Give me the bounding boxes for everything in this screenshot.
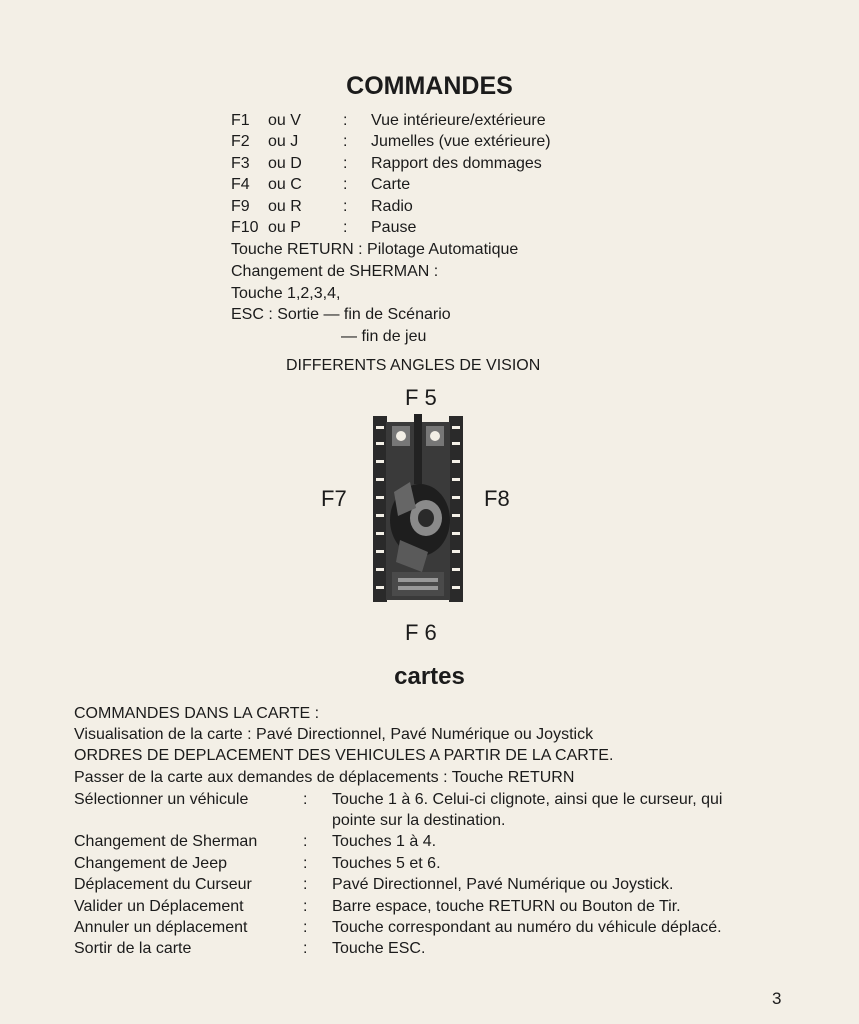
- view-label-f7: F7: [321, 486, 347, 511]
- map-command-separator: :: [303, 940, 308, 957]
- esc-exit-line-2: — fin de jeu: [341, 328, 427, 345]
- command-separator: :: [343, 176, 348, 193]
- map-command-label: Changement de Sherman: [74, 833, 258, 850]
- command-alt-key: ou C: [268, 176, 302, 193]
- command-separator: :: [343, 155, 348, 172]
- command-alt-key: ou J: [268, 133, 299, 150]
- commandes-title: COMMANDES: [346, 72, 513, 100]
- command-separator: :: [343, 112, 348, 129]
- command-description: Rapport des dommages: [371, 155, 542, 172]
- view-label-f5: F 5: [405, 385, 437, 410]
- esc-exit-line: ESC : Sortie — fin de Scénario: [231, 306, 451, 323]
- command-alt-key: ou R: [268, 198, 302, 215]
- map-command-label: Déplacement du Curseur: [74, 876, 252, 893]
- map-command-value-continued: pointe sur la destination.: [332, 812, 506, 829]
- map-command-label: Sortir de la carte: [74, 940, 192, 957]
- map-command-value: Barre espace, touche RETURN ou Bouton de Tir.: [332, 898, 681, 915]
- command-key: F9: [231, 198, 250, 215]
- command-key: F1: [231, 112, 250, 129]
- command-key: F10: [231, 219, 259, 236]
- view-label-f6: F 6: [405, 620, 437, 645]
- command-alt-key: ou D: [268, 155, 302, 172]
- command-description: Vue intérieure/extérieure: [371, 112, 546, 129]
- vehicle-orders-heading: ORDRES DE DEPLACEMENT DES VEHICULES A PARTIR DE LA CARTE.: [74, 747, 614, 764]
- command-description: Carte: [371, 176, 411, 193]
- command-separator: :: [343, 133, 348, 150]
- map-command-value: Touche correspondant au numéro du véhicule déplacé.: [332, 919, 722, 936]
- sherman-change-line: Changement de SHERMAN :: [231, 263, 439, 280]
- map-command-separator: :: [303, 876, 308, 893]
- command-alt-key: ou P: [268, 219, 301, 236]
- command-key: F4: [231, 176, 250, 193]
- map-command-value: Touche ESC.: [332, 940, 426, 957]
- map-command-label: Sélectionner un véhicule: [74, 791, 249, 808]
- map-command-value: Touche 1 à 6. Celui-ci clignote, ainsi que le curseur, qui: [332, 791, 723, 808]
- map-command-value: Pavé Directionnel, Pavé Numérique ou Joystick.: [332, 876, 674, 893]
- page-number: 3: [772, 989, 782, 1008]
- map-visualisation-line: Visualisation de la carte : Pavé Directionnel, Pavé Numérique ou Joystick: [74, 726, 594, 743]
- map-commands-heading: COMMANDES DANS LA CARTE :: [74, 705, 320, 722]
- command-separator: :: [343, 219, 348, 236]
- map-command-label: Valider un Déplacement: [74, 898, 244, 915]
- map-command-separator: :: [303, 855, 308, 872]
- command-alt-key: ou V: [268, 112, 301, 129]
- map-command-separator: :: [303, 898, 308, 915]
- command-description: Radio: [371, 198, 413, 215]
- map-command-separator: :: [303, 791, 308, 808]
- map-to-moves-line: Passer de la carte aux demandes de déplacements : Touche RETURN: [74, 769, 575, 786]
- map-command-separator: :: [303, 919, 308, 936]
- map-command-label: Changement de Jeep: [74, 855, 227, 872]
- sherman-tank-icon: [370, 412, 466, 608]
- command-key: F2: [231, 133, 250, 150]
- view-label-f8: F8: [484, 486, 510, 511]
- vision-heading: DIFFERENTS ANGLES DE VISION: [286, 357, 541, 374]
- map-command-value: Touches 5 et 6.: [332, 855, 441, 872]
- touche-keys-line: Touche 1,2,3,4,: [231, 285, 341, 302]
- return-autopilot-line: Touche RETURN : Pilotage Automatique: [231, 241, 519, 258]
- cartes-title: cartes: [394, 663, 465, 690]
- command-description: Jumelles (vue extérieure): [371, 133, 551, 150]
- map-command-value: Touches 1 à 4.: [332, 833, 437, 850]
- command-separator: :: [343, 198, 348, 215]
- map-command-separator: :: [303, 833, 308, 850]
- map-command-label: Annuler un déplacement: [74, 919, 248, 936]
- command-description: Pause: [371, 219, 417, 236]
- command-key: F3: [231, 155, 250, 172]
